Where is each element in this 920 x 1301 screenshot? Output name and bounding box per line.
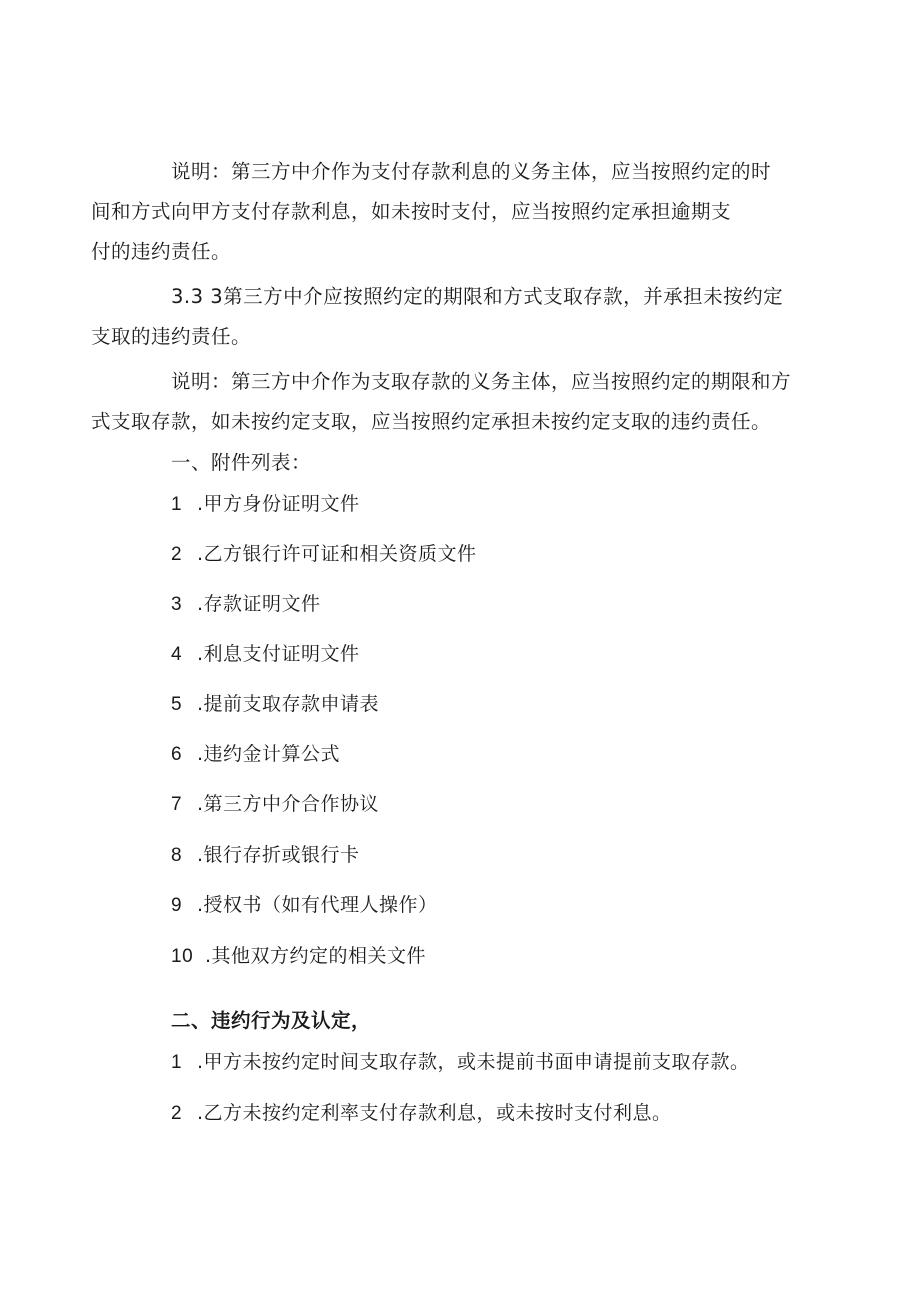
explanation-paragraph-withdrawal bbox=[91, 362, 807, 442]
item-text: .利息支付证明文件 bbox=[197, 643, 360, 665]
item-text: .授权书（如有代理人操作） bbox=[197, 894, 438, 916]
breach-item bbox=[171, 1049, 750, 1076]
paragraph-line: 间和方式向甲方支付存款利息，如未按时支付，应当按照约定承担逾期支 bbox=[91, 200, 732, 223]
attachment-item bbox=[171, 741, 340, 768]
item-text: .银行存折或银行卡 bbox=[197, 844, 360, 866]
item-number: 2 bbox=[171, 544, 183, 565]
attachment-item bbox=[171, 842, 360, 869]
item-number: 1 bbox=[171, 1052, 183, 1073]
attachments-heading: 一、附件列表： bbox=[171, 451, 312, 474]
item-text: .第三方中介合作协议 bbox=[197, 793, 380, 815]
paragraph-line: 3.3 3第三方中介应按照约定的期限和方式支取存款，并承担未按约定 bbox=[171, 285, 784, 308]
item-text: .违约金计算公式 bbox=[197, 743, 341, 765]
paragraph-line: 式支取存款，如未按约定支取，应当按照约定承担未按约定支取的违约责任。 bbox=[91, 410, 772, 433]
item-text: .其他双方约定的相关文件 bbox=[205, 945, 427, 967]
item-number: 7 bbox=[171, 794, 183, 815]
item-number: 8 bbox=[171, 845, 183, 866]
item-text: .乙方未按约定利率支付存款利息，或未按时支付利息。 bbox=[197, 1102, 672, 1124]
item-number: 1 bbox=[171, 494, 183, 515]
attachment-item bbox=[171, 641, 360, 668]
item-text: .提前支取存款申请表 bbox=[197, 693, 380, 715]
explanation-paragraph-interest bbox=[91, 152, 807, 272]
item-text: .甲方未按约定时间支取存款，或未提前书面申请提前支取存款。 bbox=[197, 1051, 750, 1073]
attachment-item bbox=[171, 943, 426, 970]
item-number: 9 bbox=[171, 895, 183, 916]
item-number: 3 bbox=[171, 594, 183, 615]
breach-item bbox=[171, 1100, 672, 1127]
attachment-item bbox=[171, 691, 379, 718]
item-number: 10 bbox=[171, 946, 194, 967]
attachment-item bbox=[171, 892, 438, 919]
attachment-item bbox=[171, 491, 360, 518]
item-number: 6 bbox=[171, 744, 183, 765]
item-number: 5 bbox=[171, 694, 183, 715]
attachment-item bbox=[171, 591, 321, 618]
clause-paragraph-3-3 bbox=[91, 277, 807, 357]
paragraph-line: 付的违约责任。 bbox=[91, 240, 232, 263]
item-number: 2 bbox=[171, 1103, 183, 1124]
paragraph-line: 支取的违约责任。 bbox=[91, 325, 252, 348]
item-text: .乙方银行许可证和相关资质文件 bbox=[197, 543, 477, 565]
paragraph-line: 说明：第三方中介作为支付存款利息的义务主体，应当按照约定的时 bbox=[171, 160, 772, 183]
item-text: .甲方身份证明文件 bbox=[197, 493, 360, 515]
breaches-heading: 二、违约行为及认定， bbox=[171, 1009, 372, 1032]
item-text: .存款证明文件 bbox=[197, 593, 321, 615]
item-number: 4 bbox=[171, 644, 183, 665]
paragraph-line: 说明：第三方中介作为支取存款的义务主体，应当按照约定的期限和方 bbox=[171, 370, 792, 393]
attachment-item bbox=[171, 541, 477, 568]
attachment-item bbox=[171, 791, 379, 818]
